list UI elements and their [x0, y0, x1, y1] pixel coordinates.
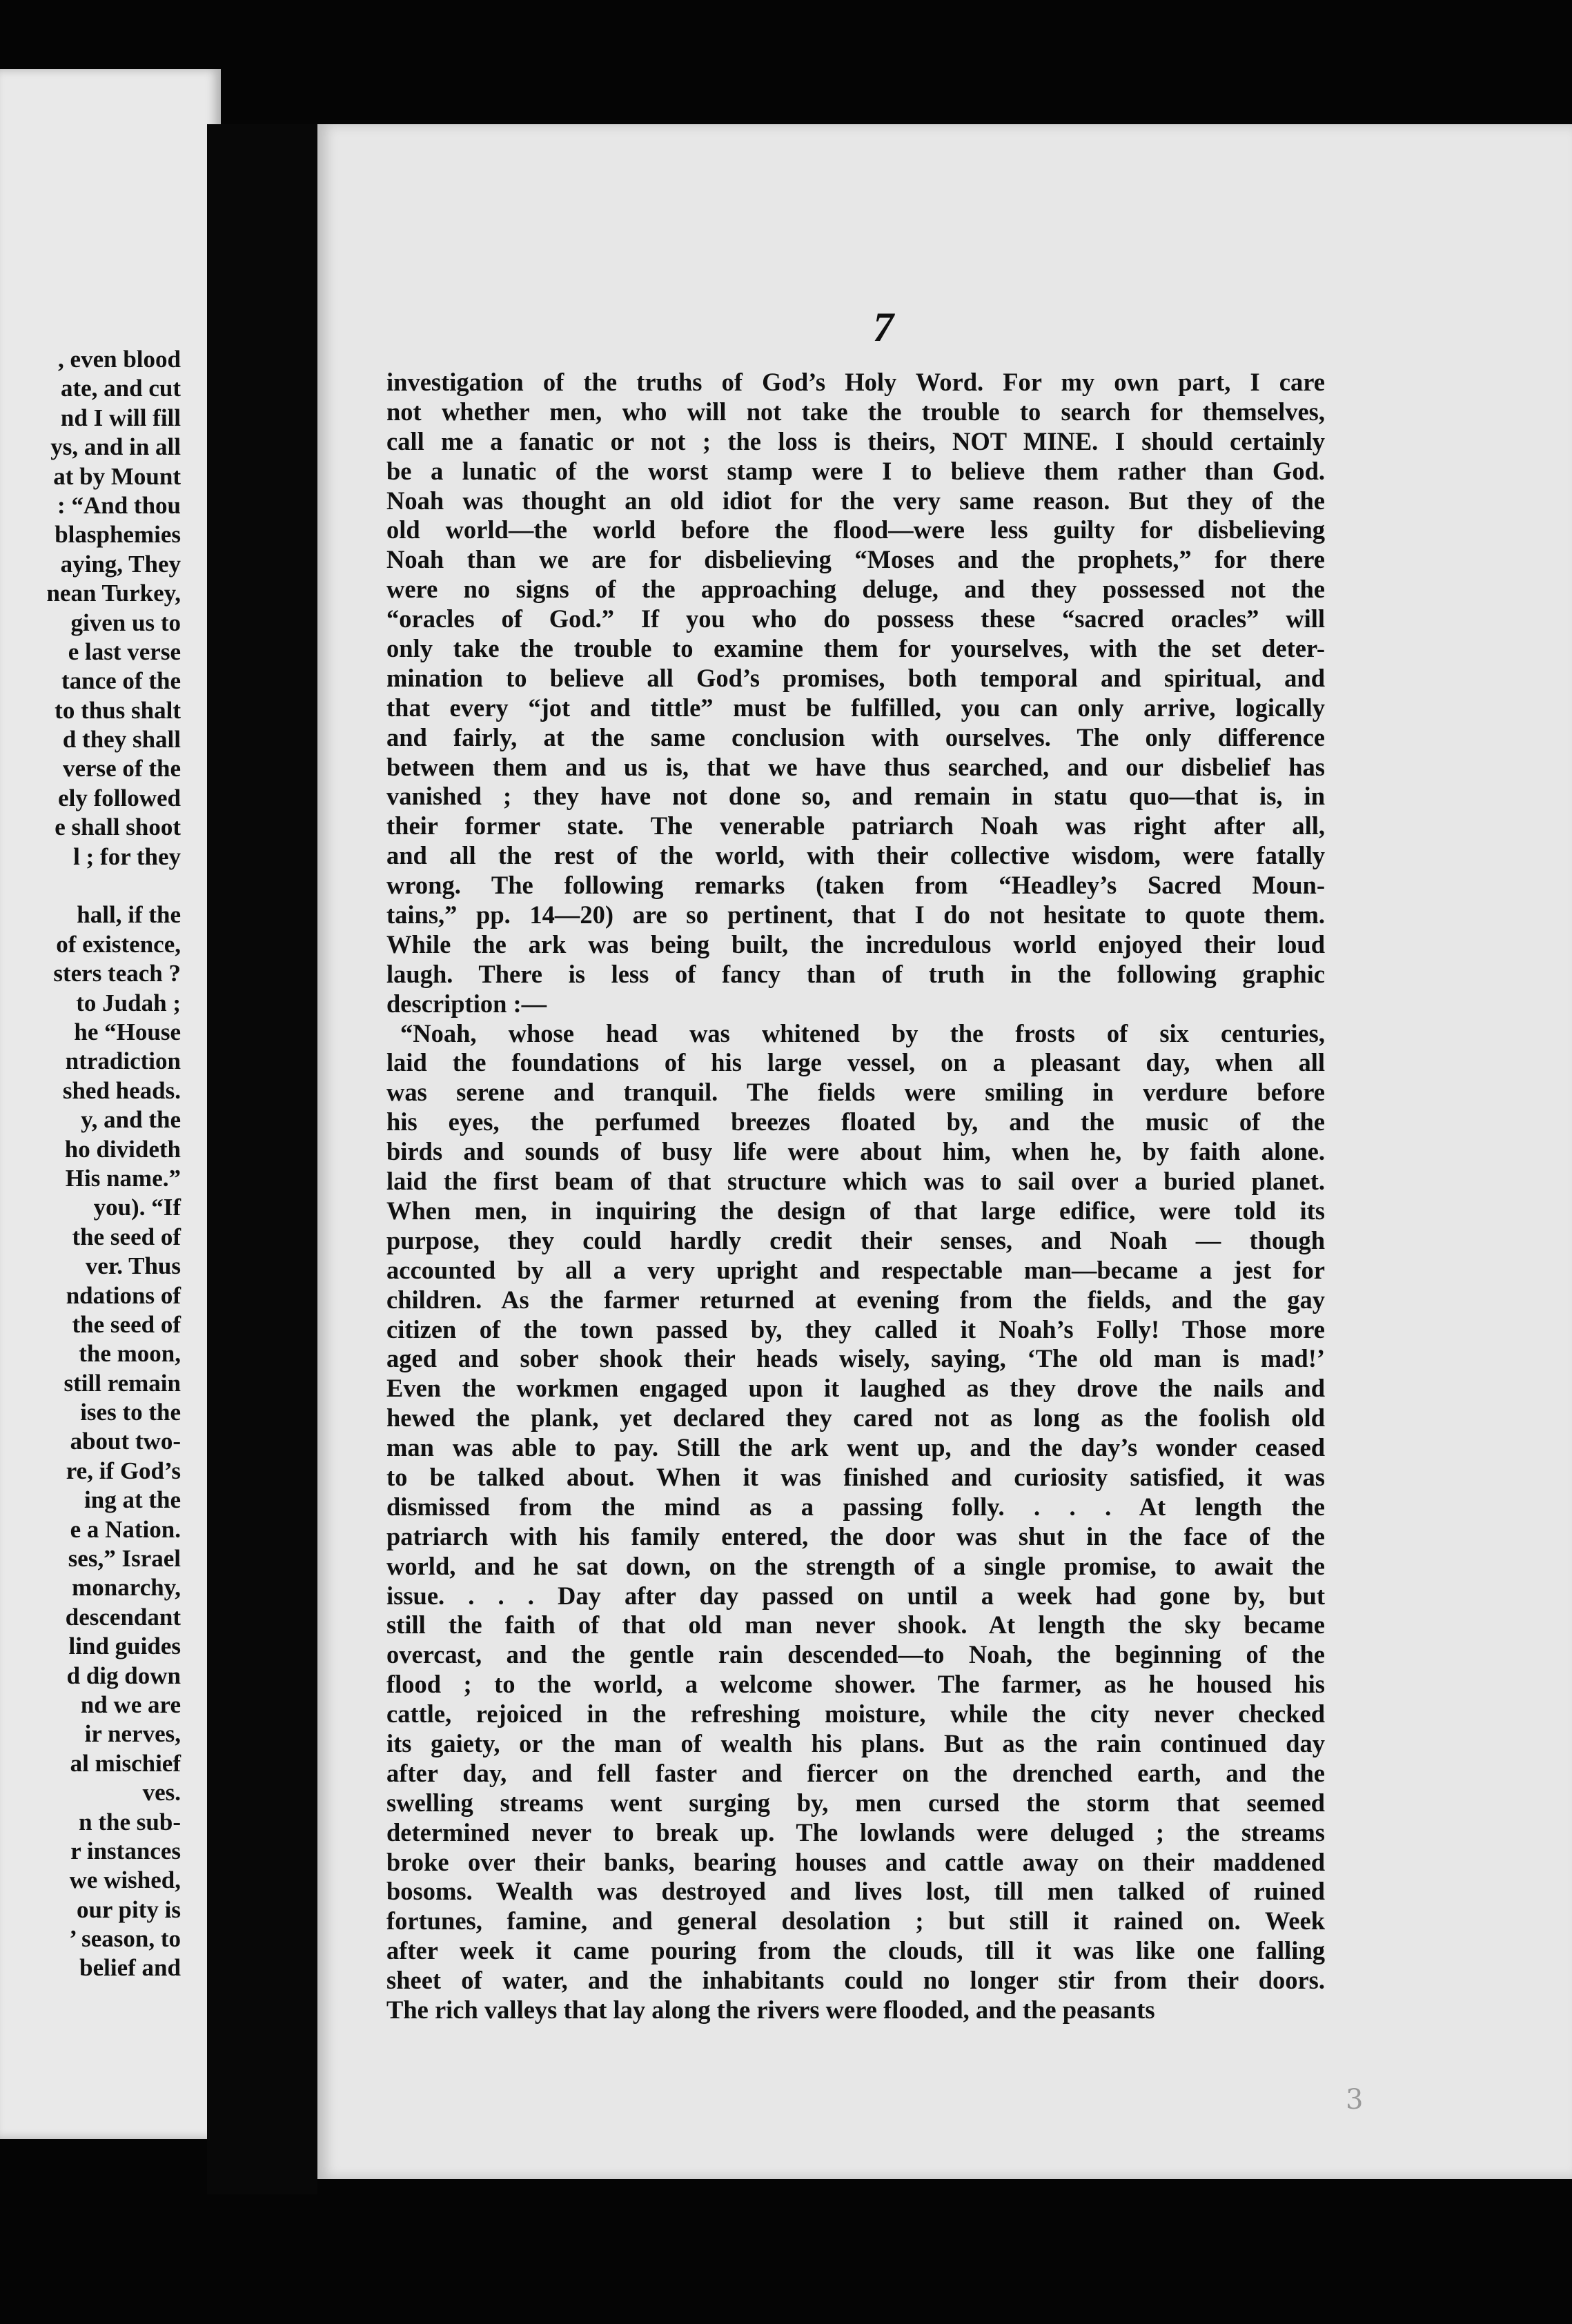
- book-spine-gutter: [207, 124, 317, 2194]
- left-page-line: descendant: [65, 1603, 181, 1631]
- text-line: bosoms. Wealth was destroyed and lives lost, till men talked of ruined: [386, 1877, 1325, 1906]
- text-line: dismissed from the mind as a passing folly. . . . At length the: [386, 1492, 1325, 1521]
- text-line: Noah than we are for disbelieving “Moses and the prophets,” for there: [386, 545, 1325, 574]
- text-line: determined never to break up. The lowlands were deluged ; the streams: [386, 1818, 1325, 1847]
- text-line: While the ark was being built, the incredulous world enjoyed their loud: [386, 929, 1325, 958]
- text-line: swelling streams went surging by, men cursed the storm that seemed: [386, 1788, 1325, 1817]
- left-page-line: to thus shalt: [55, 696, 181, 724]
- text-line: between them and us is, that we have thus searched, and our disbelief has: [386, 752, 1325, 781]
- text-line: call me a fanatic or not ; the loss is theirs, NOT MINE. I should certainly: [386, 426, 1325, 455]
- left-page-line: tance of the: [61, 667, 181, 695]
- left-page-line: of existence,: [56, 930, 181, 958]
- left-page-line: ir nerves,: [84, 1720, 181, 1748]
- text-line: children. As the farmer returned at evening from the fields, and the gay: [386, 1285, 1325, 1314]
- left-page-line: lind guides: [68, 1633, 181, 1660]
- text-line: The rich valleys that lay along the rivers were flooded, and the peasants: [386, 1995, 1155, 2024]
- left-page-line: still remain: [63, 1369, 181, 1397]
- left-page-line: the moon,: [79, 1340, 181, 1368]
- left-page-text-column: [0, 345, 181, 1983]
- text-line: overcast, and the gentle rain descended—to Noah, the beginning of the: [386, 1640, 1325, 1669]
- left-page-line: ho divideth: [64, 1135, 181, 1163]
- left-page-line: the seed of: [72, 1223, 181, 1250]
- text-line: was serene and tranquil. The fields were smiling in verdure before: [386, 1078, 1325, 1107]
- left-page-line: ing at the: [84, 1486, 181, 1514]
- text-line: laid the first beam of that structure which was to sail over a buried planet.: [386, 1167, 1325, 1196]
- left-page-line: sters teach ?: [53, 960, 181, 987]
- left-page-line: r instances: [70, 1837, 181, 1864]
- left-page-line: e a Nation.: [70, 1515, 181, 1543]
- text-line: and fairly, at the same conclusion with ourselves. The only difference: [386, 722, 1325, 751]
- left-page-line: re, if God’s: [66, 1457, 181, 1484]
- left-page-line: ses,” Israel: [68, 1545, 181, 1573]
- left-page-line: the seed of: [72, 1310, 181, 1338]
- left-page-line: given us to: [70, 609, 181, 636]
- text-line: old world—the world before the flood—were less guilty for disbelieving: [386, 515, 1325, 544]
- left-page-line: ntradiction: [65, 1047, 181, 1075]
- left-page-line: d dig down: [66, 1662, 181, 1689]
- text-line: were no signs of the approaching deluge, and they possessed not the: [386, 575, 1325, 604]
- text-line: Noah was thought an old idiot for the very same reason. But they of the: [386, 486, 1325, 515]
- text-line: be a lunatic of the worst stamp were I to believe them rather than God.: [386, 456, 1325, 485]
- left-page-line: he “House: [74, 1018, 181, 1045]
- margin-pencil-mark: 3: [1346, 2084, 1364, 2116]
- left-page-line: nd we are: [80, 1691, 181, 1718]
- text-line: wrong. The following remarks (taken from “Headley’s Sacred Moun-: [386, 871, 1325, 900]
- text-line: man was able to pay. Still the ark went up, and the day’s wonder ceased: [386, 1433, 1325, 1462]
- text-line: aged and sober shook their heads wisely, saying, ‘The old man is mad!’: [386, 1344, 1325, 1373]
- left-page-line: y, and the: [81, 1106, 181, 1134]
- text-line: to be talked about. When it was finished and curiosity satisfied, it was: [386, 1462, 1325, 1491]
- text-line: hewed the plank, yet declared they cared not as long as the foolish old: [386, 1404, 1325, 1432]
- text-line: his eyes, the perfumed breezes floated by, and the music of the: [386, 1107, 1325, 1136]
- text-line: after week it came pouring from the clouds, till it was like one falling: [386, 1936, 1325, 1965]
- text-line: after day, and fell faster and fiercer on the drenched earth, and the: [386, 1758, 1325, 1787]
- left-page-line: about two-: [70, 1428, 181, 1455]
- left-page-line: you). “If: [93, 1194, 181, 1221]
- left-page-line: blasphemies: [55, 521, 181, 549]
- text-line: broke over their banks, bearing houses and cattle away on their maddened: [386, 1847, 1325, 1876]
- left-page: [0, 69, 221, 2139]
- left-page-line: d they shall: [62, 726, 181, 754]
- left-page-line: hall, if the: [77, 901, 181, 929]
- left-page-line: ves.: [142, 1779, 181, 1806]
- text-line: sheet of water, and the inhabitants could no longer stir from their doors.: [386, 1966, 1325, 1995]
- left-page-line: n the sub-: [79, 1808, 181, 1835]
- body-text-column: [386, 368, 1325, 2025]
- text-line: flood ; to the world, a welcome shower. The farmer, as he housed his: [386, 1670, 1325, 1699]
- text-line: only take the trouble to examine them for yourselves, with the set deter-: [386, 634, 1325, 663]
- left-page-line: we wished,: [69, 1867, 181, 1894]
- left-page-line: e shall shoot: [55, 814, 181, 841]
- left-page-line: [0, 872, 181, 900]
- left-page-line: aying, They: [60, 550, 181, 578]
- left-page-line: nean Turkey,: [46, 580, 181, 607]
- text-line: mination to believe all God’s promises, both temporal and spiritual, and: [386, 663, 1325, 692]
- left-page-line: ndations of: [66, 1281, 181, 1309]
- left-page-line: ys, and in all: [50, 433, 181, 461]
- left-page-line: ely followed: [58, 784, 181, 811]
- page-number: 7: [873, 304, 894, 350]
- left-page-line: ises to the: [80, 1399, 181, 1426]
- left-page-line: al mischief: [70, 1749, 181, 1777]
- text-line: not whether men, who will not take the trouble to search for themselves,: [386, 397, 1325, 426]
- text-line: “Noah, whose head was whitened by the frosts of six centuries,: [400, 1018, 1325, 1047]
- text-line: fortunes, famine, and general desolation ; but still it rained on. Week: [386, 1907, 1325, 1936]
- text-line: laid the foundations of his large vessel, on a pleasant day, when all: [386, 1048, 1325, 1077]
- text-line: issue. . . . Day after day passed on until a week had gone by, but: [386, 1581, 1325, 1610]
- text-line: and all the rest of the world, with their collective wisdom, were fatally: [386, 841, 1325, 870]
- left-page-line: , even blood: [58, 346, 181, 373]
- text-line: cattle, rejoiced in the refreshing moisture, while the city never checked: [386, 1700, 1325, 1729]
- left-page-line: nd I will fill: [60, 404, 181, 431]
- text-line: tains,” pp. 14—20) are so pertinent, that I do not hesitate to quote them.: [386, 900, 1325, 929]
- text-line: citizen of the town passed by, they called it Noah’s Folly! Those more: [386, 1314, 1325, 1343]
- left-page-line: shed heads.: [62, 1076, 181, 1104]
- left-page-line: monarchy,: [72, 1574, 181, 1602]
- text-line: laugh. There is less of fancy than of truth in the following graphic: [386, 959, 1325, 988]
- left-page-line: at by Mount: [53, 462, 181, 490]
- text-line: description :—: [386, 989, 547, 1018]
- left-page-line: ver. Thus: [85, 1252, 181, 1280]
- left-page-line: e last verse: [68, 638, 181, 665]
- left-page-line: ate, and cut: [60, 375, 181, 402]
- text-line: still the faith of that old man never shook. At length the sky became: [386, 1611, 1325, 1639]
- left-page-line: l ; for they: [73, 843, 181, 870]
- left-page-line: to Judah ;: [76, 989, 181, 1016]
- text-line: “oracles of God.” If you who do possess these “sacred oracles” will: [386, 604, 1325, 633]
- left-page-line: our pity is: [76, 1895, 181, 1923]
- text-line: When men, in inquiring the design of that large edifice, were told its: [386, 1196, 1325, 1225]
- left-page-line: His name.”: [65, 1164, 181, 1192]
- text-line: world, and he sat down, on the strength of a single promise, to await the: [386, 1551, 1325, 1580]
- text-line: that every “jot and tittle” must be fulfilled, you can only arrive, logically: [386, 693, 1325, 722]
- left-page-line: belief and: [79, 1954, 181, 1982]
- text-line: Even the workmen engaged upon it laughed as they drove the nails and: [386, 1374, 1325, 1403]
- left-page-line: : “And thou: [57, 491, 181, 519]
- text-line: purpose, they could hardly credit their senses, and Noah — though: [386, 1225, 1325, 1254]
- text-line: its gaiety, or the man of wealth his plans. But as the rain continued day: [386, 1729, 1325, 1757]
- text-line: vanished ; they have not done so, and remain in statu quo—that is, in: [386, 782, 1325, 811]
- text-line: investigation of the truths of God’s Holy Word. For my own part, I care: [386, 368, 1325, 396]
- text-line: birds and sounds of busy life were about him, when he, by faith alone.: [386, 1137, 1325, 1166]
- text-line: their former state. The venerable patriarch Noah was right after all,: [386, 811, 1325, 840]
- left-page-line: ’ season, to: [69, 1925, 181, 1953]
- left-page-line: verse of the: [62, 755, 181, 782]
- text-line: accounted by all a very upright and respectable man—became a jest for: [386, 1255, 1325, 1284]
- text-line: patriarch with his family entered, the door was shut in the face of the: [386, 1522, 1325, 1550]
